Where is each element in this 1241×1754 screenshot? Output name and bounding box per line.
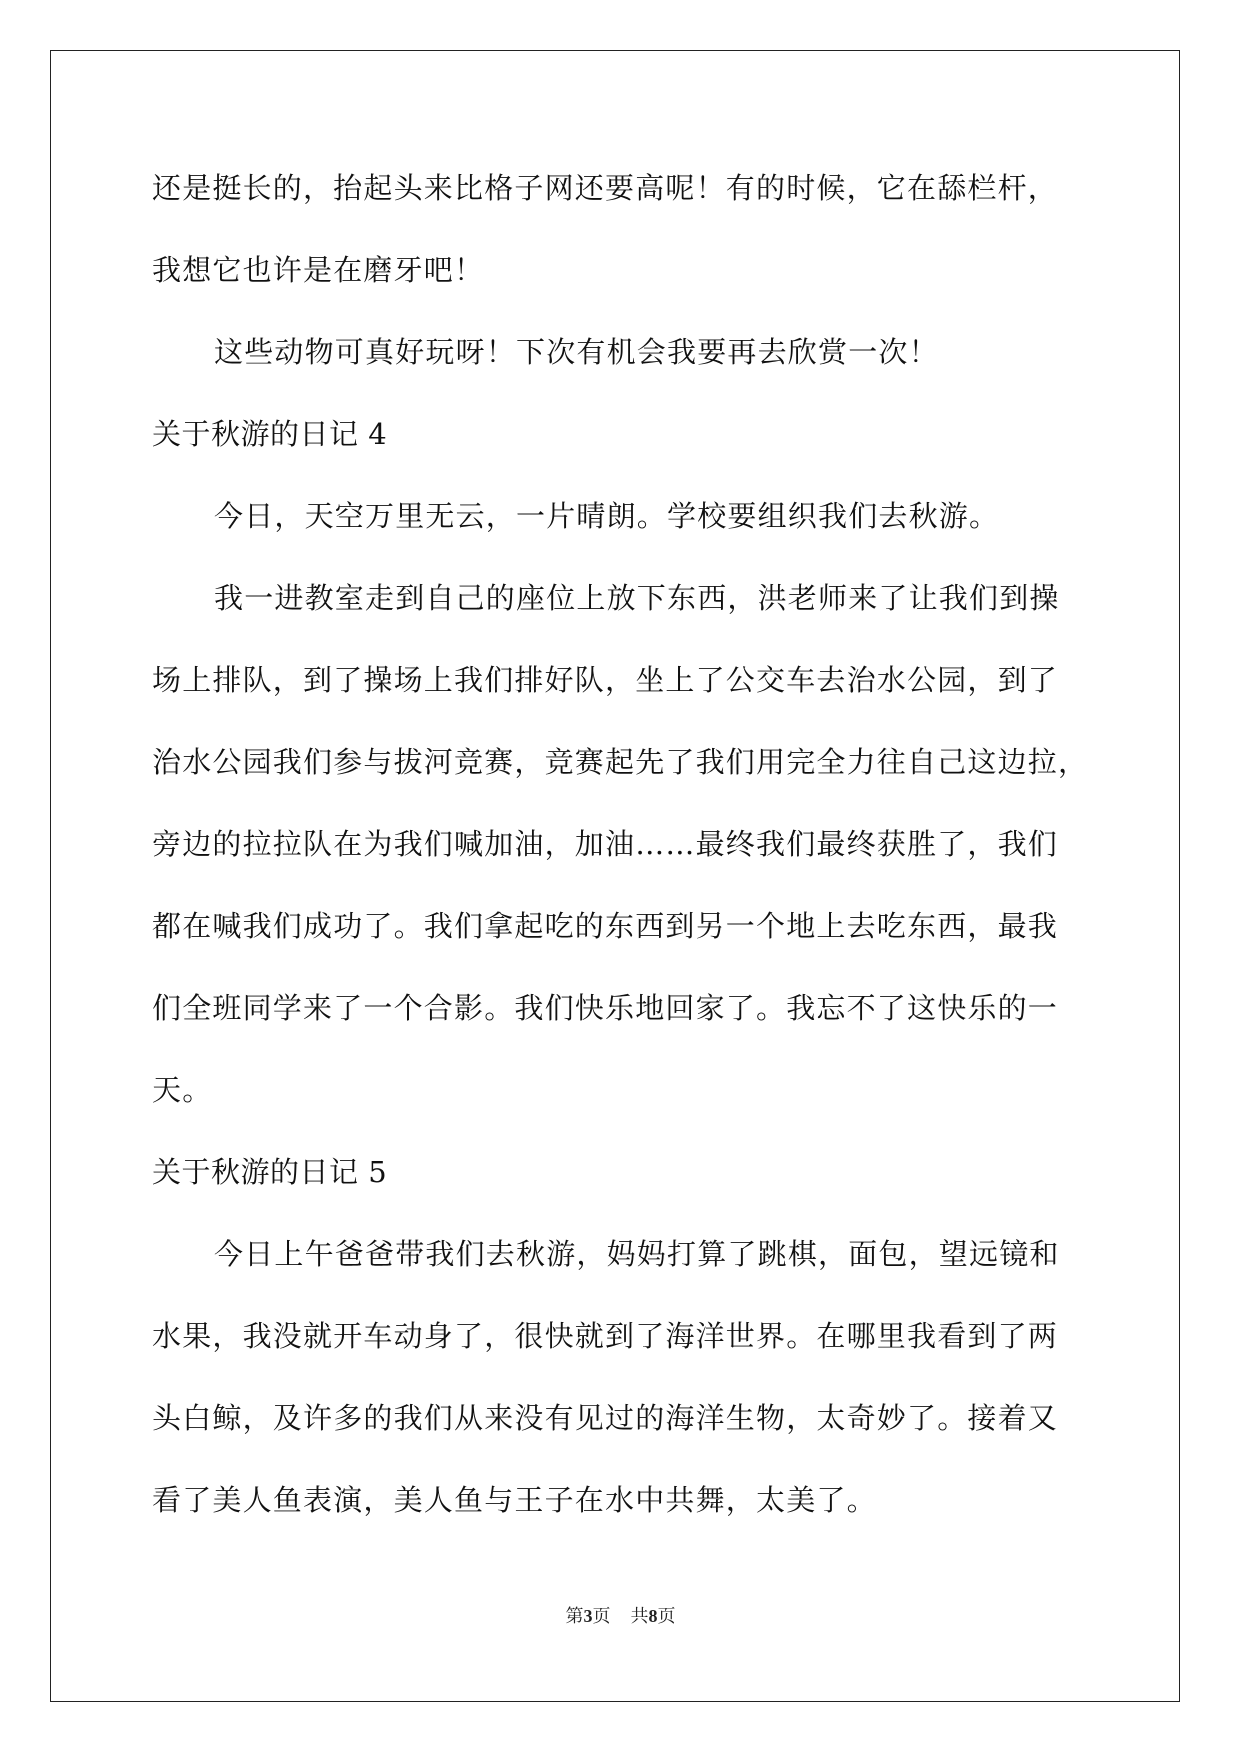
section-heading: 关于秋游的日记 5 — [152, 1155, 388, 1189]
paragraph-line: 们全班同学来了一个合影。我们快乐地回家了。我忘不了这快乐的一 — [152, 991, 1059, 1025]
page-prefix: 第 — [565, 1606, 584, 1627]
paragraph-line: 我一进教室走到自己的座位上放下东西，洪老师来了让我们到操 — [214, 581, 1060, 615]
paragraph-line: 今日，天空万里无云，一片晴朗。学校要组织我们去秋游。 — [214, 499, 1000, 533]
paragraph-line: 都在喊我们成功了。我们拿起吃的东西到另一个地上去吃东西，最我 — [152, 909, 1059, 943]
page-number: 3 — [583, 1606, 593, 1626]
paragraph-line: 场上排队，到了操场上我们排好队，坐上了公交车去治水公园，到了 — [152, 663, 1059, 697]
page-border — [50, 50, 1180, 1702]
page-footer — [0, 1604, 1241, 1629]
paragraph-line: 这些动物可真好玩呀！下次有机会我要再去欣赏一次！ — [214, 335, 939, 369]
paragraph-line: 我想它也许是在磨牙吧！ — [152, 253, 485, 287]
total-prefix: 共 — [630, 1606, 649, 1627]
total-suffix: 页 — [657, 1606, 676, 1627]
paragraph-line: 看了美人鱼表演，美人鱼与王子在水中共舞，太美了。 — [152, 1483, 877, 1517]
paragraph-line: 今日上午爸爸带我们去秋游，妈妈打算了跳棋，面包，望远镜和 — [214, 1237, 1060, 1271]
paragraph-line: 治水公园我们参与拔河竞赛，竞赛起先了我们用完全力往自己这边拉， — [152, 745, 1089, 779]
total-pages: 8 — [648, 1606, 658, 1626]
page-suffix: 页 — [592, 1606, 611, 1627]
section-heading: 关于秋游的日记 4 — [152, 417, 388, 451]
paragraph-line: 水果，我没就开车动身了，很快就到了海洋世界。在哪里我看到了两 — [152, 1319, 1059, 1353]
paragraph-line: 天。 — [152, 1073, 213, 1107]
paragraph-line: 旁边的拉拉队在为我们喊加油，加油……最终我们最终获胜了，我们 — [152, 827, 1059, 861]
paragraph-line: 头白鲸，及许多的我们从来没有见过的海洋生物，太奇妙了。接着又 — [152, 1401, 1059, 1435]
paragraph-line: 还是挺长的，抬起头来比格子网还要高呢！有的时候，它在舔栏杆， — [152, 171, 1059, 205]
